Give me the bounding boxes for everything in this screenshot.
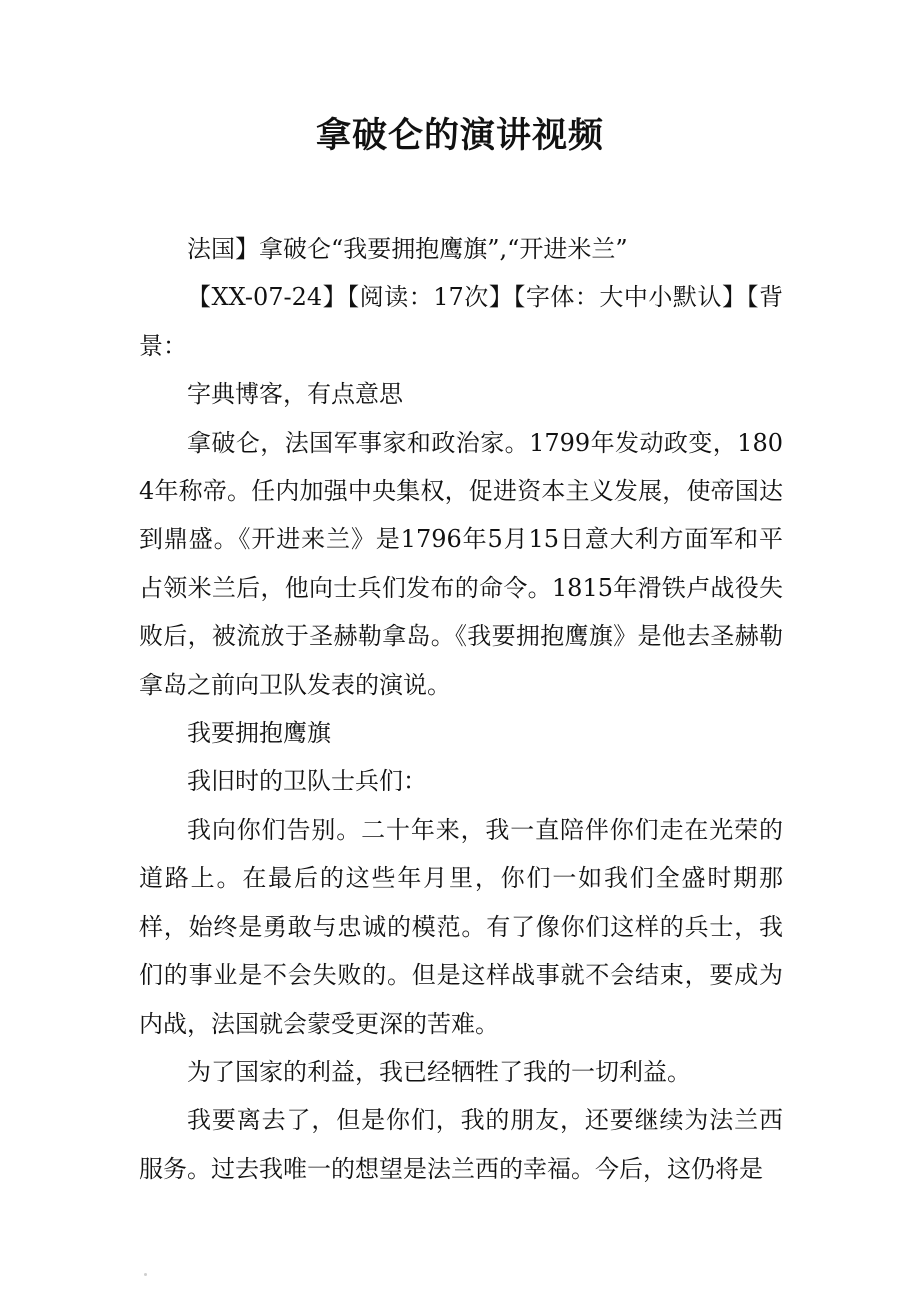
- paragraph-intro: 拿破仑，法国军事家和政治家。1799年发动政变，1804年称帝。任内加强中央集权，促进资本主义发展，使帝国达到鼎盛。《开进来兰》是1796年5月15日意大利方面军和平占领米兰后，他向士兵们发布的命令。1815年滑铁卢战役失败后，被流放于圣赫勒拿岛。《我要拥抱鹰旗》是他去圣赫勒拿岛之前向卫队发表的演说。: [139, 428, 783, 699]
- document-title: 拿破仑的演讲视频: [315, 115, 604, 156]
- paragraph-speech-title: 我要拥抱鹰旗: [187, 719, 331, 748]
- paragraph-speech-1: 我向你们告别。二十年来，我一直陪伴你们走在光荣的道路上。在最后的这些年月里，你们一如我们全盛时期那样，始终是勇敢与忠诚的模范。有了像你们这样的兵士，我们的事业是不会失败的。但是这样战事就不会结束，要成为内战，法国就会蒙受更深的苦难。: [139, 815, 783, 1038]
- paragraph-headline: 法国】拿破仑“我要拥抱鹰旗”,“开进米兰”: [187, 235, 628, 263]
- paragraph-speech-3: 我要离去了，但是你们，我的朋友，还要继续为法兰西服务。过去我唯一的想望是法兰西的幸福。今后，这仍将是: [139, 1106, 783, 1183]
- scan-speck: [144, 1273, 147, 1276]
- document-body: [139, 225, 783, 1193]
- paragraph-source: 字典博客，有点意思: [187, 380, 403, 409]
- paragraph-meta-info: 【XX-07-24】【阅读：17次】【字体：大中小默认】【背景：: [139, 283, 783, 360]
- paragraph-salutation: 我旧时的卫队士兵们：: [187, 767, 427, 796]
- paragraph-speech-2: 为了国家的利益，我已经牺牲了我的一切利益。: [187, 1057, 691, 1086]
